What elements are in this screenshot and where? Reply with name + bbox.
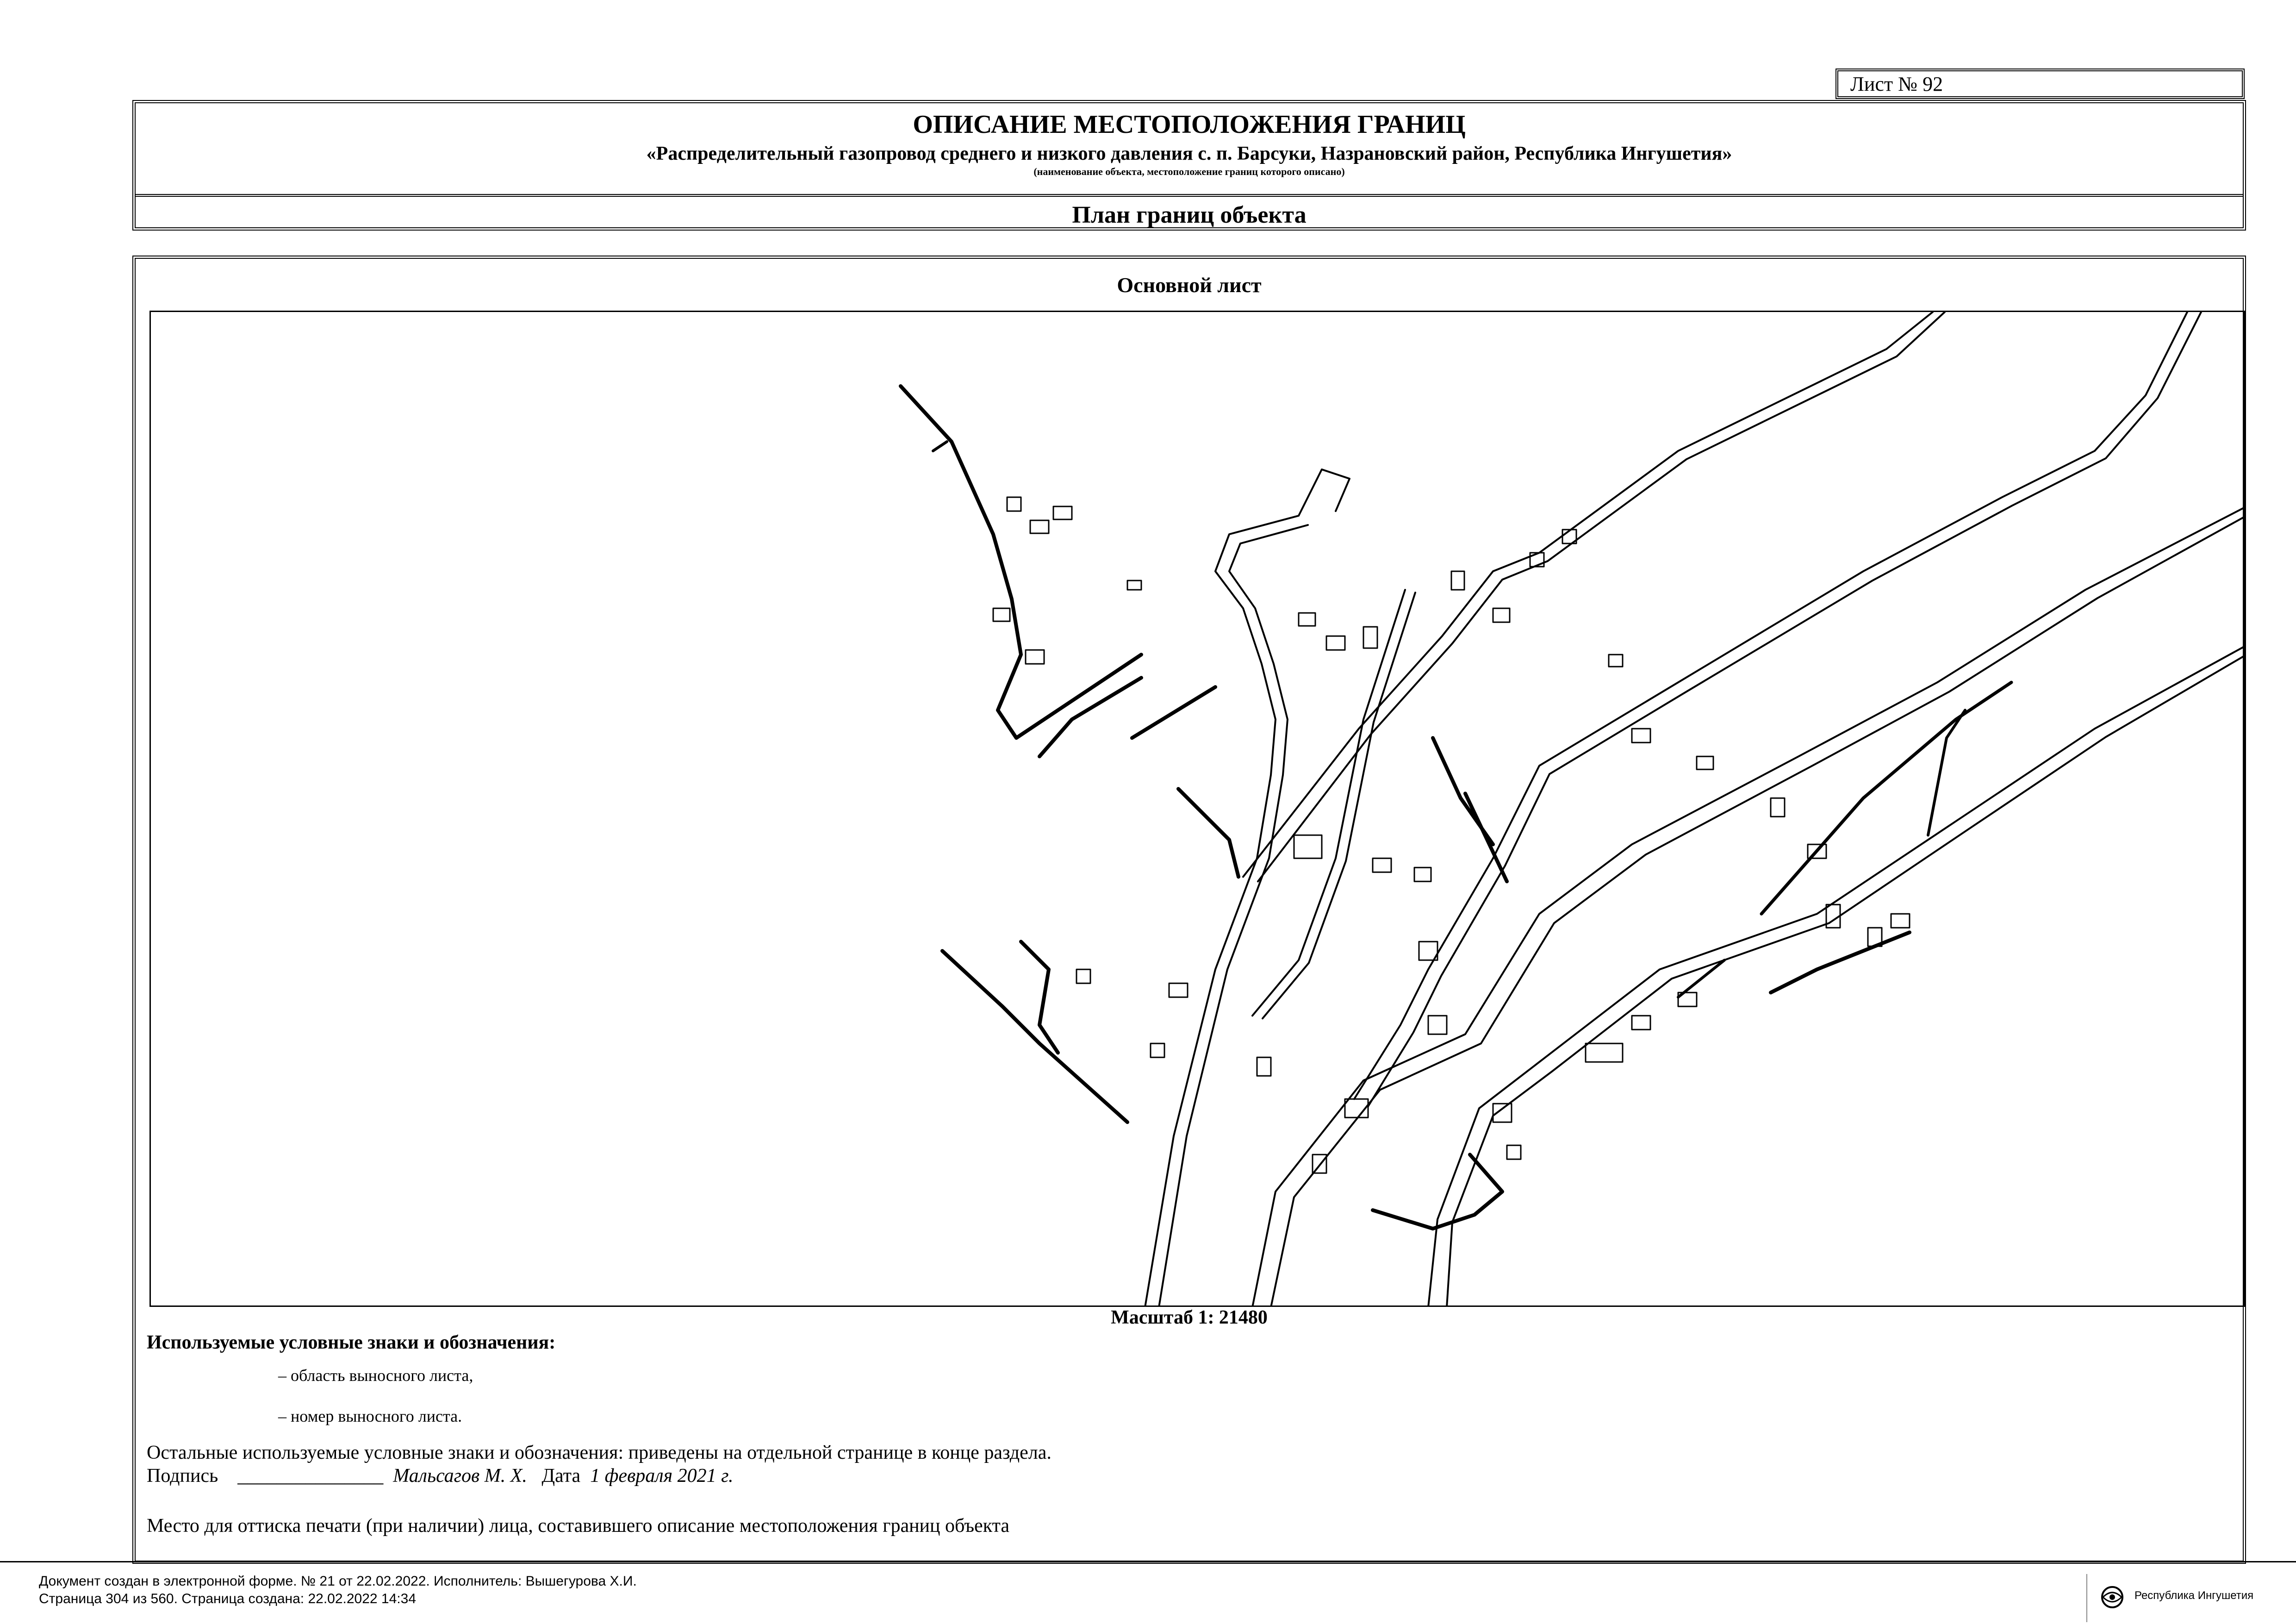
- main-sheet-title: Основной лист: [1117, 273, 1262, 297]
- legend-title: Используемые условные знаки и обозначения:: [147, 1332, 556, 1353]
- stamp-placeholder-text: Место для оттиска печати (при наличии) лица, составившего описание местоположения границ объекта: [147, 1515, 1010, 1537]
- legend-item-inset-number: – номер выносного листа.: [278, 1407, 462, 1425]
- map-drawing: [151, 312, 2245, 1307]
- map-scale: Масштаб 1: 21480: [1111, 1307, 1268, 1328]
- republic-emblem-icon: [2097, 1583, 2128, 1611]
- header-divider: [136, 194, 2243, 197]
- footer-divider: [0, 1561, 2296, 1562]
- footer-document-info: Документ создан в электронной форме. № 21 от 22.02.2022. Исполнитель: Вышегурова Х.И.: [39, 1574, 637, 1589]
- sheet-number: Лист № 92: [1836, 69, 2245, 99]
- signer-name: Мальсагов М. Х.: [393, 1465, 527, 1487]
- boundary-map: [149, 311, 2245, 1307]
- signature-date: 1 февраля 2021 г.: [590, 1465, 734, 1487]
- document-title: ОПИСАНИЕ МЕСТОПОЛОЖЕНИЯ ГРАНИЦ: [913, 110, 1466, 139]
- object-name-note: (наименование объекта, местоположение границ которого описано): [1033, 166, 1345, 177]
- signature-blank: _______________: [237, 1465, 384, 1487]
- footer-separator: [2086, 1574, 2087, 1622]
- signature-label: Подпись: [147, 1465, 218, 1487]
- legend-other-note: Остальные используемые условные знаки и обозначения: приведены на отдельной странице в конце раздела.: [147, 1442, 1052, 1463]
- footer-brand: Республика Ингушетия: [2134, 1589, 2254, 1602]
- signature-row: [147, 1464, 733, 1487]
- footer-page-info: Страница 304 из 560. Страница создана: 22.02.2022 14:34: [39, 1591, 417, 1606]
- object-name: «Распределительный газопровод среднего и низкого давления с. п. Барсуки, Назрановский район, Республика Ингушетия»: [646, 143, 1732, 164]
- document-header: [132, 100, 2246, 231]
- legend-item-inset-area: – область выносного листа,: [278, 1366, 473, 1385]
- plan-title: План границ объекта: [1072, 202, 1307, 228]
- main-sheet: [132, 256, 2246, 1564]
- date-label: Дата: [541, 1465, 581, 1487]
